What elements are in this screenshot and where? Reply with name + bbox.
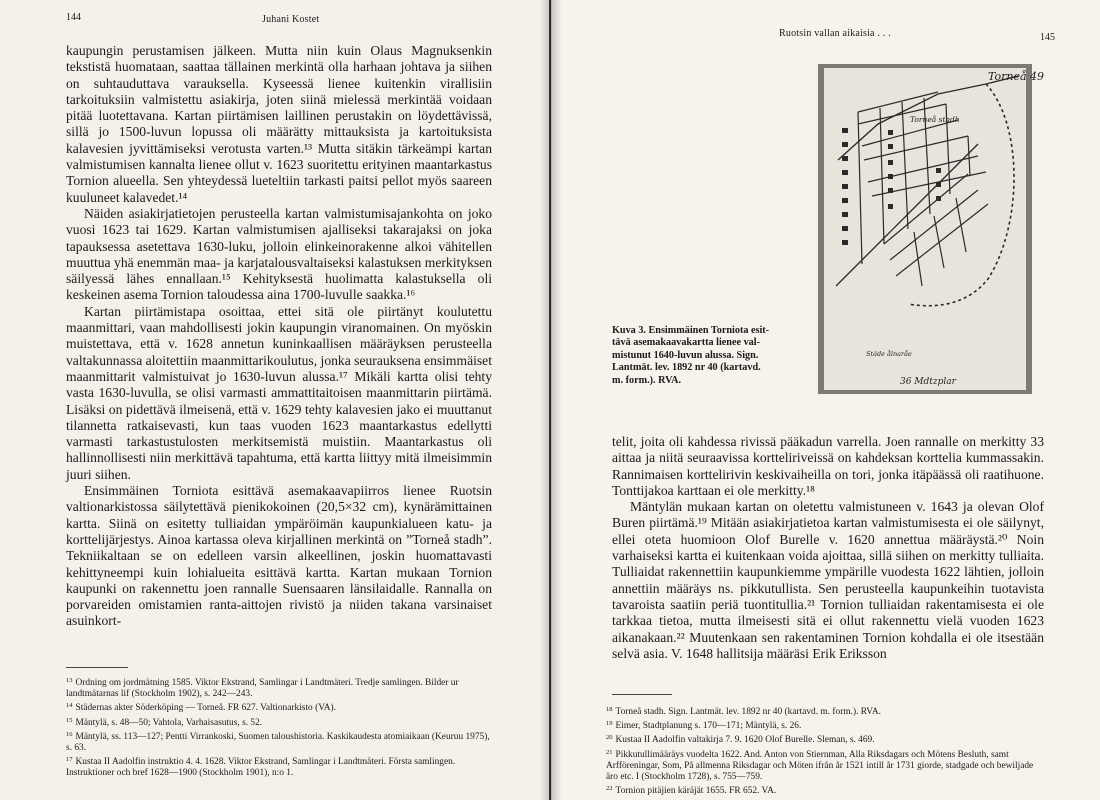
caption-line: m. form.). RVA. bbox=[612, 374, 682, 386]
footnote bbox=[66, 675, 492, 700]
left-page bbox=[0, 0, 549, 800]
paragraph: kaupungin perustamisen jälkeen. Mutta niin kuin Olaus Magnuksenkin tekstistä huomataan, saattaa tällainen merkintä olla harhaan johtava ja siihen on suhtauduttava varauksella. Kyseessä lienee kuitenkin virallisiin tarkoituksiin valmistettu asiakirja, joten siinä mielessä merkintää voidaan pitää luotettavana. Kartan piirtämisen laillinen perustakin on löydettävissä, sillä jo 1500-luvun lopussa oli määrätty mittauksista ja kartoituksista kalavesien jyvittämiseksi verotusta varten.¹³ Mutta sitäkin tärkeämpi kartan valmistumisen kannalta lienee ollut v. 1623 suoritettu erityinen maantarkastus Tornion alueella. Sen yhteydessä lueteltiin tarkasti paitsi pellot myös saareen kuuluneet kalavedet.¹⁴ bbox=[66, 43, 492, 205]
caption-line: tävä asemakaavakartta lienee val- bbox=[612, 337, 760, 349]
footnote-rule bbox=[612, 694, 672, 695]
footnote-number: 15 bbox=[66, 716, 73, 724]
caption-line: mistunut 1640-luvun alussa. Sign. bbox=[612, 349, 759, 361]
footnote-number: 18 bbox=[606, 706, 613, 713]
caption-line: Kuva 3. Ensimmäinen Torniota esit- bbox=[612, 325, 770, 336]
footnotes-right bbox=[606, 704, 1046, 797]
footnote bbox=[66, 754, 492, 779]
body-text bbox=[66, 43, 492, 630]
map-label-stadh: Torneå stadh bbox=[910, 115, 960, 124]
footnote-text: Kustaa II Aadolfin valtakirja 7. 9. 1620 Olof Burelle. Sleman, s. 469. bbox=[615, 735, 875, 746]
map-label-bottom-right: 36 Mdtzplar bbox=[900, 377, 956, 387]
map-label-bottom-left: Städe ålnaråe bbox=[866, 350, 912, 358]
page-number: 144 bbox=[66, 12, 81, 23]
footnote-number: 17 bbox=[66, 756, 73, 764]
running-head: Ruotsin vallan aikaisia . . . bbox=[779, 28, 891, 39]
footnote-number: 13 bbox=[66, 677, 73, 684]
footnote-number: 19 bbox=[606, 720, 613, 728]
figure-caption bbox=[612, 325, 782, 387]
map-figure bbox=[818, 64, 1045, 394]
paragraph: telit, joita oli kahdessa rivissä pääkadun varrella. Joen rannalle on merkitty 33 aittaa ja niitä seuraavissa kortteliriveissä on kahdeksan korttelia kummassakin. Rannimaisen korttelirivin keskivaiheilla on tori, jonka itäpäässä oli raatihuone. Tonttijakoa karttaan ei ole merkitty.¹⁸ bbox=[612, 434, 1044, 498]
paragraph: Näiden asiakirjatietojen perusteella kartan valmistumisajankohta on joko vuosi 1623 tai 1629. Kartan valmistumisen ajalliseksi takarajaksi on joka tapauksessa asetettava 1630-luku, jolloin elinkeinorakenne alkoi vähitellen muuttua yhä enemmän maa- ja karjatalousvaltaiseksi kalastuksen merkityksen säilyessä lähes ennallaan.¹⁵ Kehityksestä huolimatta kalastuksella oli keskeinen asema Tornion taloudessa aina 1700-luvulle saakka.¹⁶ bbox=[66, 205, 492, 303]
footnote-rule bbox=[66, 667, 128, 668]
body-text-right bbox=[612, 434, 1044, 662]
footnote bbox=[66, 715, 492, 729]
footnote-number: 22 bbox=[606, 785, 613, 793]
footnote bbox=[606, 704, 1046, 718]
footnote-text: Torneå stadh. Sign. Lantmät. lev. 1892 nr 40 (kartavd. m. form.). RVA. bbox=[615, 707, 881, 717]
paragraph: Mäntylän mukaan kartan on oletettu valmistuneen v. 1643 ja olevan Olof Buren piirtämä.¹⁹ Mitään asiakirjatietoa kartan valmistumisesta ei ole säilynyt, ellei oteta huomioon Olof Burelle v. 1620 annettua määräystä.²⁰ Noin varhaiseksi kartta ei kuitenkaan voida ajoittaa, sillä siihen on merkitty tulliaita. Tulliaidat rakennettiin kaupunkiemme ympärille vuodesta 1622 lähtien, jolloin annettiin määräys ns. pikkutullista. Sen perusteella kaupunkeihin tuotavista tavaroista saatiin periä tuontitullia.²¹ Tornion tulliaidan rakentamisesta ei ole tarkkaa tietoa, mutta ilmeisesti sitä ei ollut rakennettu vielä vuoden 1623 aikanakaan.²² Muutenkaan sen rakentaminen Tornion kohdalla ei ole itsestään selvä asia. V. 1648 hallitsija määräsi Erik Eriksson bbox=[612, 499, 1044, 661]
footnote-text: Pikkutullimääräys vuodelta 1622. And. Anton von Stiernman, Alla Riksdagars och Mötens Besluth, samt Arfföreningar, Som, På allmenna Riksdagar och Möten ifrån år 1521 intill år 1731 giorde, stadgade och bewiljade äro etc. I (Stockholm 1728), s. 755—759. bbox=[606, 749, 1034, 783]
paragraph: Kartan piirtämistapa osoittaa, ettei sitä ole piirtänyt koulutettu maanmittari, vaan mahdollisesti jokin kaupungin viranomainen. On myöskin muistettava, että v. 1628 annetun kuninkaallisen määräyksen perusteella valtakunnassa aloitettiin maanmittarikoulutus, jonka seurauksena ensimmäiset maanmittarit valmistuivat jo 1630-luvun alussa.¹⁷ Mikäli kartta olisi tehty vasta 1630-luvulla, se olisi varmasti ammattitaitoisen maanmittarin piirtämä. Lisäksi on pidettävä ilmeisenä, että v. 1629 tehty kalavesien jako ei muuttanut tilannetta ratkaisevasti, kun taas vuoden 1623 maantarkastus edellytti varmasti tarkastustulosten merkitsemistä muistiin. Maantarkastus oli hallinnollisesti niin merkittävä tapahtuma, että kartta liittyy mitä ilmeisimmin juuri siihen. bbox=[66, 303, 492, 482]
footnote-text: Eimer, Stadtplanung s. 170—171; Mäntylä, s. 26. bbox=[615, 721, 802, 732]
footnote-text: Mäntylä, s. 48—50; Vahtola, Varhaisasutus, s. 52. bbox=[75, 717, 263, 728]
footnote-text: Mäntylä, ss. 113—127; Pentti Virrankoski, Suomen taloushistoria. Kaskikaudesta atomiaikaan (Keuruu 1975), s. 63. bbox=[66, 731, 490, 754]
paragraph: Ensimmäinen Torniota esittävä asemakaavapiirros lienee Ruotsin valtionarkistossa säilytettävä pienikokoinen (20,5×32 cm), kynärämittainen kartta. Siinä on esitetty tulliaidan ympäröimän kaupunkialueen katu- ja korttelijärjestys. Ainoa kartassa oleva kirjallinen merkintä on ”Torneå stadh”. Tekniikaltaan se on edelleen varsin alkeellinen, joskin huomattavasti kehittyneempi kuin lohialueita esittävä kartta. Kartan mukaan Tornion kaupunki on rakennettu joen rannalle Suensaaren länsilaidalle. Rannalla on porvareiden omistamien ranta-aittojen rivistö ja niiden takana varsinaiset asuinkort- bbox=[66, 483, 492, 629]
footnote bbox=[66, 700, 492, 714]
map-label-top: Torneå 49 bbox=[988, 70, 1045, 83]
footnote-text: Städernas akter Söderköping — Torneå. FR 627. Valtionarkisto (VA). bbox=[75, 703, 337, 714]
footnotes bbox=[66, 675, 492, 780]
footnote-number: 16 bbox=[66, 730, 73, 738]
footnote bbox=[66, 729, 492, 754]
footnote bbox=[606, 783, 1046, 797]
footnote-number: 20 bbox=[606, 734, 613, 742]
caption-line: Lantmät. lev. 1892 nr 40 (kartavd. bbox=[612, 362, 761, 374]
footnote-text: Ordning om jordmätning 1585. Viktor Ekstrand, Samlingar i Landtmäteri. Tredje samlingen. Bilder ur landtmätarnas lif (Stockholm 1902), s. 242—243. bbox=[66, 678, 459, 700]
footnote bbox=[606, 718, 1046, 732]
running-head: Juhani Kostet bbox=[262, 14, 320, 25]
footnote-number: 14 bbox=[66, 702, 73, 710]
footnote-text: Kustaa II Aadolfin instruktio 4. 4. 1628. Viktor Ekstrand, Samlingar i Landtmäteri. Första samlingen. Instruktioner och bref 1628—1900 (Stockholm 1901), n:o 1. bbox=[66, 757, 456, 779]
footnote-text: Tornion pitäjien käräjät 1655. FR 652. VA. bbox=[615, 786, 777, 797]
map-drawing bbox=[818, 64, 1045, 394]
footnote-number: 21 bbox=[606, 748, 613, 756]
footnote bbox=[606, 747, 1046, 784]
page-number: 145 bbox=[1040, 32, 1055, 43]
footnote bbox=[606, 732, 1046, 746]
